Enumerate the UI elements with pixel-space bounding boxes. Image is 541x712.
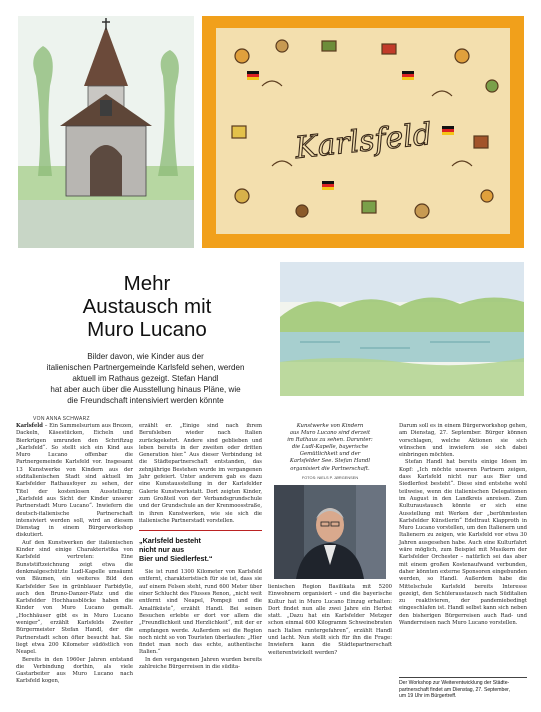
pull-quote-line: Bier und Siedlerfest.“ xyxy=(139,554,213,564)
photo-caption xyxy=(268,423,392,473)
subheadline-line: die Freundschaft intensiviert werden könnte xyxy=(67,396,224,405)
portrait-photo xyxy=(274,485,386,579)
caption-line: die Ludl-Kapelle, bayerische xyxy=(291,444,369,451)
paragraph xyxy=(16,423,133,540)
subheadline-line: italienischen Partnergemeinde Karlsfeld sehen, werden xyxy=(46,363,245,372)
note-line: um 19 Uhr im Bürgertreff. xyxy=(399,693,457,699)
dateline: Karlsfeld xyxy=(16,423,43,429)
headline xyxy=(62,272,232,341)
church-drawing xyxy=(18,16,194,248)
headline-line: Mehr xyxy=(123,272,171,295)
paragraph: Stefan Handl hat bereits einige Ideen im Kopf: „Ich möchte unseren Partnern zeigen, dass Karlsfeld nicht nur aus Bier und Siedlerfest besteht“. Diese sind entstehe wohl teilweise, wenn die italienischen Delegationen im August in den Landkreis anreisen. Zum Kulturaustausch könnte er sich eine Ausstellung mit Werken der „berühmtesten Karlsfelder Künstlerin“ Edeltraut Klapproth in Muro Lucano vorstellen, um den Italienern und Italienern zu zeigen, wie Karlsfeld vor etwa 30 Jahren ausgesehen habe. Auch eine Kulturfahrt wäre möglich, zum Beispiel mit Musikern der Karlsfelder Orchester – natürlich sei das aber mit einem großen Kostenaufwand verbunden, daher könnten externe Sponsoren eingebunden werden, so Handl. Außerdem habe die Mittelschule Karlsfeld bereits Interesse gezeigt, den Schüleraustausch nach Süditalien zu reaktivieren, der pandemiebedingt eingeschlafen ist. Handl selbst kann sich neben den bisherigen Bürgerreisen auch Rad- und Wanderreisen nach Muro Lucano vorstellen. xyxy=(399,459,527,627)
caption-line: organisiert die Partnerschaft. xyxy=(290,465,370,472)
caption-line: Kunstwerke von Kindern xyxy=(296,423,364,429)
lake-drawing xyxy=(280,262,524,396)
note-line: Der Workshop zur Weiterentwicklung der Städte- xyxy=(399,680,510,686)
caption-line: aus Muro Lucano sind derzeit xyxy=(289,430,371,437)
paragraph: lienischen Region Basilikata mit 5200 Einwohnern organisiert – und die bayerische Kultur hat in Muro Lucano Einzug erhalten: Dort findet nun alle zwei Jahre ein Herbst statt. „Dazu hat ein Karlsfelder Metzger schon einmal 600 Kilogramm Schweinebraten nach Italien runtergefahren“, erzählt Handl und lacht. Nun stellt sich für ihn die Frage: Inwiefern kann die Städtepartnerschaft weiterentwickelt werden? xyxy=(268,583,392,656)
headline-line: Austausch mit xyxy=(82,295,212,318)
paragraph: Auf den Kunstwerken der italienischen Kinder sind einige Charakteristika von Karlsfeld vertreten: Eine Bunststiftzeichnung zeigt etwa die denkmalgeschützte Ludl-Kapelle umsäumt von Bäumen, ein weiteres Bild den Karlsfelder See in grünblauer Farbidylle, auch den Bruno-Danzer-Platz und die Karlsfelder Hochhausblöcke haben die Kinder von Muro Lucano gemalt. „Hochhäuser gibt es in Muro Lucano weniger“, erzählt Karlsfelds Zweiter Bürgermeister Stefan Handl, der die Partnerstadt schon öfter besucht hat. Sie liegt etwa 200 Kilometer südöstlich von Neapel. xyxy=(16,539,133,656)
subheadline-line: hat aber auch über die Ausstellung hinaus Pläne, wie xyxy=(50,385,241,394)
subheadline-line: aktuell im Rathaus gezeigt. Stefan Handl xyxy=(72,374,219,383)
karlsfeld-drawing xyxy=(202,16,524,248)
pull-quote-line: nicht nur aus xyxy=(139,545,185,555)
note-line: partnerschaft findet am Dienstag, 27. September, xyxy=(399,686,510,693)
caption-line: Gemütlichkeit und der xyxy=(299,451,361,458)
subheadline xyxy=(18,351,273,406)
byline: VON ANNA SCHWARZ xyxy=(33,416,90,422)
workshop-note xyxy=(399,677,527,700)
paragraph-text: – Ein Sammelsurium aus Brezen, Dackeln, Käsestücken, Eicheln und Bierkrügen umrunden den Schriftzug „Karlsfeld“. So stellt sich ein Kind aus Muro Lucano offenbar die Partnergemeinde Karlsfeld vor. Insgesamt 13 Kunstwerke von Kindern aus der süditalienischen Stadt sind aktuell im Karlsfelder Rathausfoyer zu sehen, der Titel der kostenlosen Ausstellung: „Karlsfeld aus Sicht der Kinder unserer Partnerstadt Muro Lucano“. Inwiefern die deutsch-italienische Partnerschaft intensiviert werden soll, wird an diesem Dienstag in einem Bürgerworkshop diskutiert. xyxy=(16,423,133,539)
subheadline-line: Bilder davon, wie Kinder aus der xyxy=(87,352,204,361)
article-column-4 xyxy=(399,423,527,627)
headline-line: Muro Lucano xyxy=(87,318,207,341)
paragraph: In den vergangenen Jahren wurden bereits zahlreiche Bürgerreisen in die südita- xyxy=(139,656,262,671)
caption-line: Karlsfelder See. Stefan Handl xyxy=(289,458,371,465)
photo-credit: FOTOS: NIELS P. JØRGENSEN xyxy=(301,474,359,480)
drawing-karlsfeld-word: Karlsfeld xyxy=(293,116,434,167)
paragraph: Sie ist rund 1300 Kilometer von Karlsfeld entfernt, charakteristisch für sie ist, dass sie auf einem Felsen steht, rund 600 Meter über einer Schlucht des Flusses Renon, „nicht weit entfernt sind Neapel, Pompeji und die Amalfiküste“, erzählt Handl. Bei seinen Besuchen erlebte er dort vor allem die „Freundlichkeit und Herzlichkeit“, mit der er empfangen werde. Außerdem sei die Region noch nicht so von Touristen überlaufen: „Hier findet man noch das echte, authentische Italien.“ xyxy=(139,569,262,656)
paragraph: erzählt er. „Einige sind nach ihrem Berufsleben wieder nach Italien zurückgekehrt. Andere sind geblieben und leben bereits in der zweiten oder dritten Generation hier.“ Aus dieser Verbindung ist die Städtepartnerschaft entstanden, das zehnjährige Bestehen wurde im vergangenen Jahr gefeiert. Unter anderem gab es dazu eine Kunstausstellung in der Karlsfelder Galerie Kunstwerkstatt. Dort zeigten Kinder, zum Großteil von der Verbandsgrundschule und der Grundschule an der Krenmoosstraße, in ihren Kunstwerken, wie sie sich die italienische Partnerstadt vorstellen. xyxy=(139,423,262,524)
pull-quote-line: „Karlsfeld besteht xyxy=(139,536,201,546)
article-column-2 xyxy=(139,423,262,671)
paragraph: Bereits in den 1960er Jahren entstand die Verbindung dorthin, als viele Gastarbeiter aus Muro Lucano nach Karlsfeld kogen, xyxy=(16,656,133,685)
caption-line: im Rathaus zu sehen. Darunter: xyxy=(287,437,373,444)
pull-quote xyxy=(139,536,262,563)
article-column-3 xyxy=(268,423,392,657)
article-column-1 xyxy=(16,423,133,686)
pull-quote-rule xyxy=(139,530,262,531)
paragraph: Darum soll es in einem Bürgerworkshop gehen, am Dienstag, 27. September. Bürger können vorschlagen, welche Aktionen sie sich wünschen und inwiefern sie sich dabei einbringen möchten. xyxy=(399,423,527,459)
